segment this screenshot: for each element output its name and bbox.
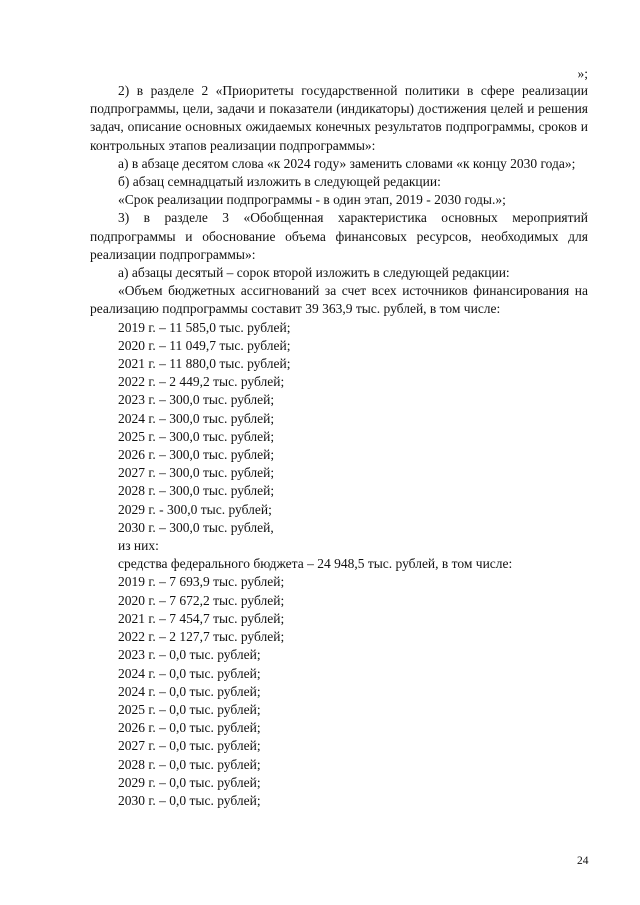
list-item: 2027 г. – 300,0 тыс. рублей; [118,465,275,481]
list-item: 2020 г. – 7 672,2 тыс. рублей; [118,592,285,608]
of-them-label: из них: [118,538,159,554]
list-item: 2021 г. – 7 454,7 тыс. рублей; [118,610,285,626]
list-item: 2024 г. – 300,0 тыс. рублей; [118,410,275,426]
list-item: 2029 г. - 300,0 тыс. рублей; [118,501,272,517]
total-by-year-list [90,319,588,537]
list-item: 2026 г. – 300,0 тыс. рублей; [118,447,275,463]
list-item: 2025 г. – 0,0 тыс. рублей; [118,701,261,717]
paragraph-item-a-2: а) абзацы десятый – сорок второй изложить в следующей редакции: [118,265,510,281]
list-item: 2021 г. – 11 880,0 тыс. рублей; [118,356,291,372]
list-item: 2028 г. – 300,0 тыс. рублей; [118,483,275,499]
list-item: 2026 г. – 0,0 тыс. рублей; [118,720,261,736]
list-item: 2019 г. – 7 693,9 тыс. рублей; [118,574,285,590]
list-item: 2024 г. – 0,0 тыс. рублей; [118,665,261,681]
document-body [90,82,588,810]
paragraph-budget-total: «Объем бюджетных ассигнований за счет всех источников финансирования на реализацию подпрограммы составит 39 363,9 тыс. рублей, в том числе: [90,283,588,317]
list-item: 2025 г. – 300,0 тыс. рублей; [118,428,275,444]
list-item: 2029 г. – 0,0 тыс. рублей; [118,774,261,790]
paragraph-section-3: 3) в разделе 3 «Обобщенная характеристика основных мероприятий подпрограммы и обоснование объема финансовых ресурсов, необходимых для реализации подпрограммы»: [90,210,588,262]
paragraph-term-quote: «Срок реализации подпрограммы - в один этап, 2019 - 2030 годы.»; [118,192,506,208]
list-item: 2028 г. – 0,0 тыс. рублей; [118,756,261,772]
list-item: 2030 г. – 0,0 тыс. рублей; [118,792,261,808]
list-item: 2023 г. – 300,0 тыс. рублей; [118,392,275,408]
list-item: 2022 г. – 2 449,2 тыс. рублей; [118,374,285,390]
list-item: 2027 г. – 0,0 тыс. рублей; [118,738,261,754]
paragraph-item-b: б) абзац семнадцатый изложить в следующей редакции: [118,174,441,190]
list-item: 2023 г. – 0,0 тыс. рублей; [118,647,261,663]
list-item: 2019 г. – 11 585,0 тыс. рублей; [118,319,291,335]
list-item: 2024 г. – 0,0 тыс. рублей; [118,683,261,699]
page-number: 24 [577,855,589,867]
list-item: 2030 г. – 300,0 тыс. рублей, [118,519,274,535]
federal-budget-intro: средства федерального бюджета – 24 948,5 тыс. рублей, в том числе: [118,556,513,572]
paragraph-item-a-1: а) в абзаце десятом слова «к 2024 году» заменить словами «к концу 2030 года»; [118,155,576,171]
paragraph-section-2: 2) в разделе 2 «Приоритеты государственной политики в сфере реализации подпрограммы, цели, задачи и показатели (индикаторы) достижения целей и решения задач, описание основных ожидаемых конечных результатов подпрограммы, сроков и контрольных этапов реализации подпрограммы»: [90,83,588,153]
federal-by-year-list [90,573,588,810]
closing-quote-mark: »; [577,66,588,81]
list-item: 2020 г. – 11 049,7 тыс. рублей; [118,337,291,353]
list-item: 2022 г. – 2 127,7 тыс. рублей; [118,629,285,645]
